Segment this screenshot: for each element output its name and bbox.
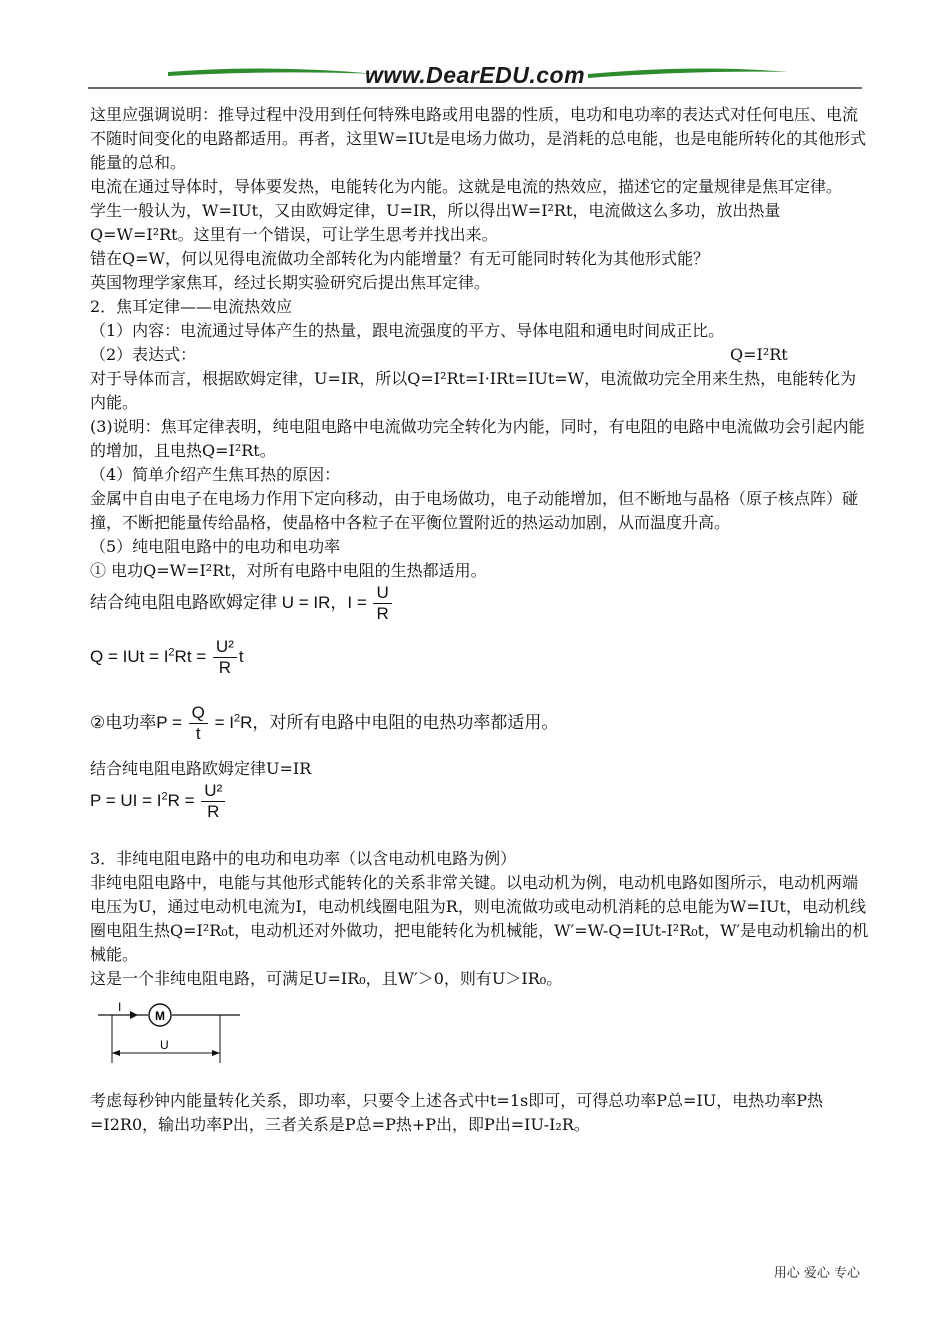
voltage-label: U: [160, 1038, 169, 1052]
footer-slogan: 用心 爱心 专心: [773, 1266, 860, 1281]
current-label: I: [118, 1001, 122, 1014]
paragraph: 这是一个非纯电阻电路，可满足U=IR₀，且W′＞0，则有U＞IR₀。: [90, 969, 563, 988]
motor-label: M: [155, 1009, 165, 1023]
paragraph: ① 电功Q=W=I²Rt，对所有电路中电阻的生热都适用。: [90, 561, 487, 580]
formula-power-pure: P = UI = $I^2R$ = $\frac{\text{U²}}{R}$: [90, 781, 870, 835]
paragraph: (3)说明：焦耳定律表明，纯电阻电路中电流做功完全转化为内能，同时，有电阻的电路中电流做功会引起内能的增加，且电热Q=I²Rt。: [90, 417, 865, 460]
paragraph: 这里应强调说明：推导过程中没用到任何特殊电路或用电器的性质，电功和电功率的表达式对任何电压、电流不随时间变化的电路都适用。再者，这里W=IUt是电场力做功，是消耗的总电能，也是电能所转化的其他形式能量的总和。: [90, 105, 867, 172]
paragraph: 英国物理学家焦耳，经过长期实验研究后提出焦耳定律。: [90, 273, 491, 292]
paragraph: 错在Q=W，何以见得电流做功全部转化为内能增量？有无可能同时转化为其他形式能？: [90, 249, 709, 268]
expression-value: Q=I²Rt: [730, 345, 788, 364]
section-heading: 3．非纯电阻电路中的电功和电功率（以含电动机电路为例）: [90, 849, 517, 868]
fraction: $\frac{U}{R}$: [373, 583, 391, 624]
formula-heat: Q = IUt = $I^2Rt$ = $\frac{\text{U²}}{R}$ t: [90, 637, 244, 677]
paragraph: 对于导体而言，根据欧姆定律，U=IR，所以Q=I²Rt=I·IRt=IUt=W，电流做功完全用来生热，电能转化为内能。: [90, 369, 857, 412]
motor-circuit-diagram: [90, 1001, 870, 1075]
fraction: $\frac{\text{U²}}{R}$: [201, 781, 225, 822]
expression-line: [90, 343, 870, 367]
paragraph: 金属中自由电子在电场力作用下定向移动，由于电场做功，电子动能增加，但不断地与晶格（原子核点阵）碰撞，不断把能量传给晶格，使晶格中各粒子在平衡位置附近的热运动加剧，从而温度升高。: [90, 489, 859, 532]
circuit-graphic: [90, 1001, 250, 1075]
site-name[interactable]: www.DearEDU.com: [364, 62, 586, 88]
paragraph: （4）简单介绍产生焦耳热的原因：: [90, 465, 341, 484]
site-header: [88, 58, 862, 92]
paragraph: 学生一般认为，W=IUt，又由欧姆定律，U=IR，所以得出W=I²Rt，电流做这么多功，放出热量Q=W=I²Rt。这里有一个错误，可让学生思考并找出来。: [90, 201, 781, 244]
fraction: $\frac{\text{U²}}{R}$: [213, 637, 237, 678]
paragraph: 结合纯电阻电路欧姆定律U=IR: [90, 759, 312, 778]
formula-power: ②电功率P = $\frac{Q}{t}$ = $I^2R$，对所有电路中电阻的电热功率都适用。: [90, 703, 559, 743]
paragraph: 考虑每秒钟内能量转化关系，即功率，只要令上述各式中t=1s即可，可得总功率P总=IU，电热功率P热=I2R0，输出功率P出，三者关系是P总=P热+P出，即P出=IU-I₂R。: [90, 1091, 823, 1134]
formula-ohm: 结合纯电阻电路欧姆定律 U = IR，I = $\frac{U}{R}$: [90, 583, 870, 637]
section-heading: 2．焦耳定律——电流热效应: [90, 297, 293, 316]
document-body: [90, 103, 870, 1137]
paragraph: （5）纯电阻电路中的电功和电功率: [90, 537, 341, 556]
expression-label: （2）表达式：: [90, 345, 197, 364]
paragraph: （1）内容：电流通过导体产生的热量，跟电流强度的平方、导体电阻和通电时间成正比。: [90, 321, 725, 340]
paragraph: 非纯电阻电路中，电能与其他形式能转化的关系非常关键。以电动机为例，电动机电路如图所示，电动机两端电压为U，通过电动机电流为I，电动机线圈电阻为R，则电流做功或电动机消耗的总电能为W=IUt，电动机线圈电阻生热Q=I²R₀t，电动机还对外做功，把电能转化为机械能，W′=W-Q=IUt-I²R₀t，W′是电动机输出的机械能。: [90, 873, 869, 964]
paragraph: 电流在通过导体时，导体要发热，电能转化为内能。这就是电流的热效应，描述它的定量规律是焦耳定律。: [90, 177, 843, 196]
fraction: $\frac{Q}{t}$: [189, 703, 208, 744]
